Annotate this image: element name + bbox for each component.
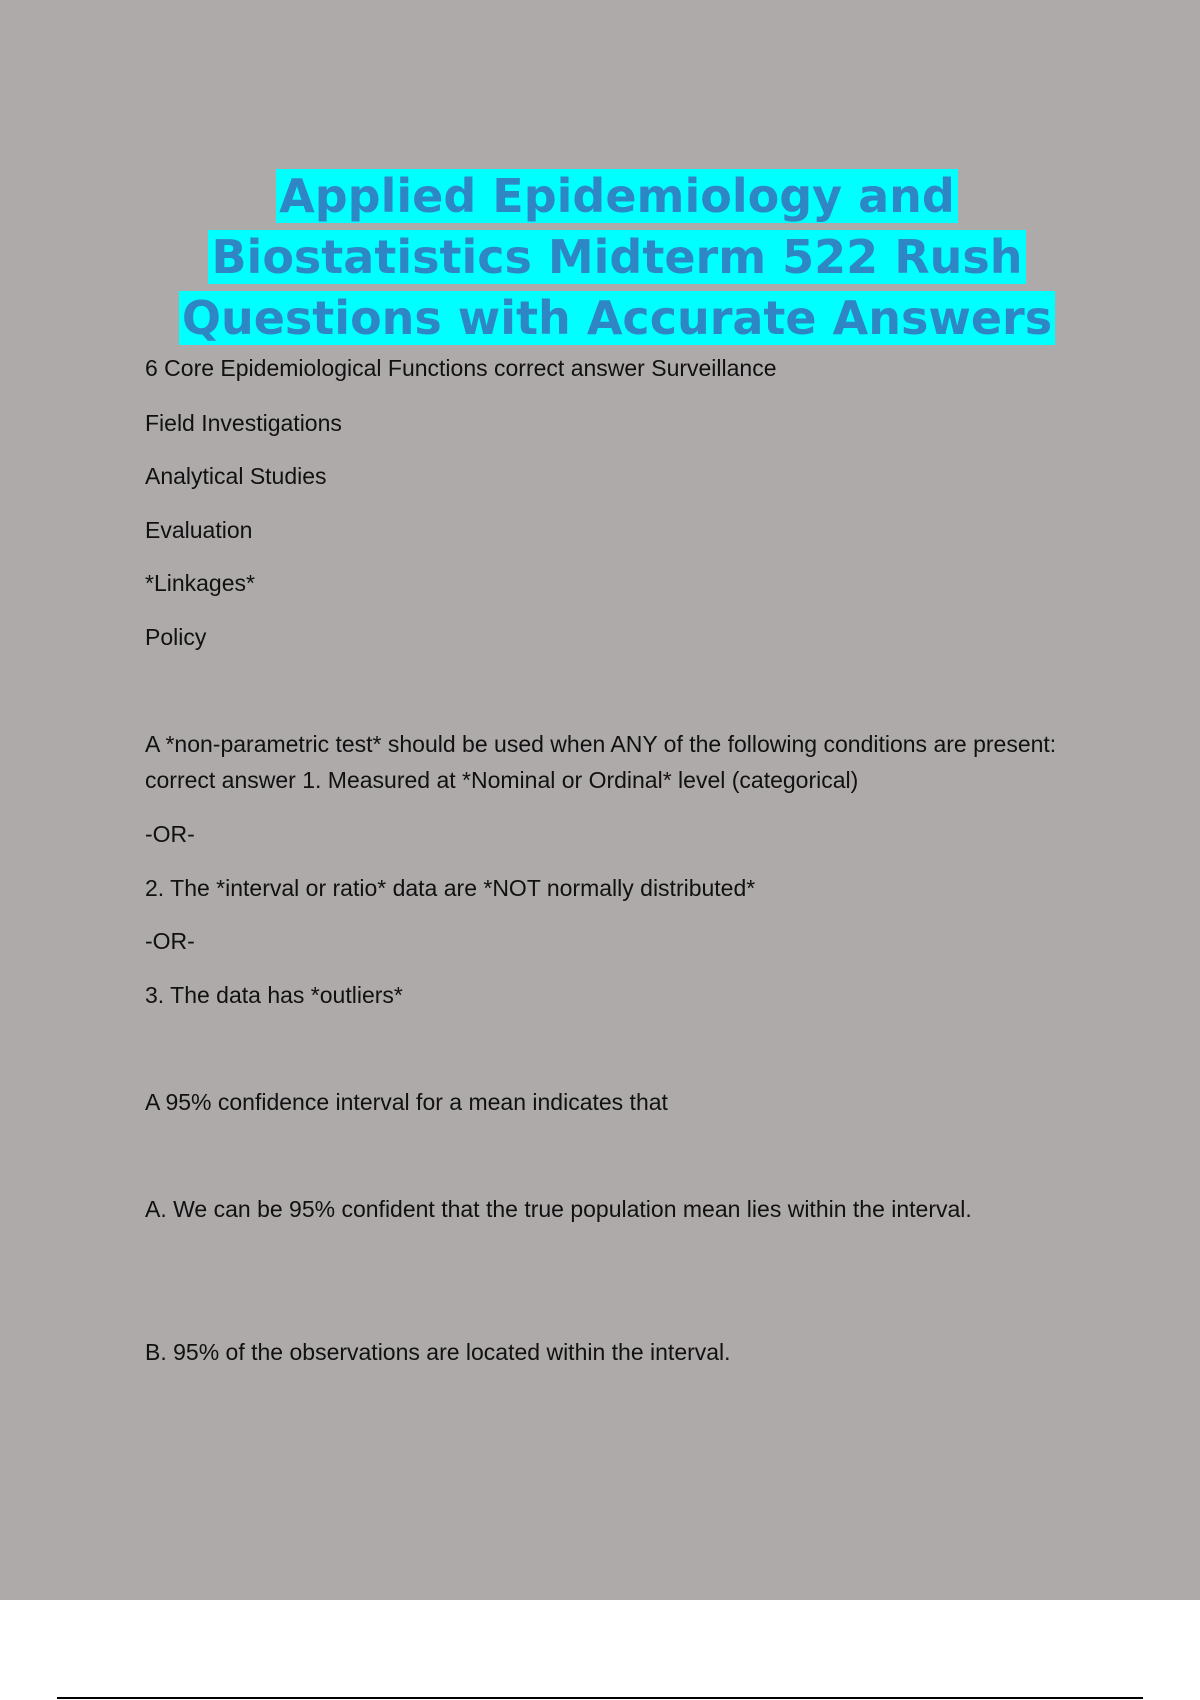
paragraph-option-b: B. 95% of the observations are located within the interval. bbox=[145, 1339, 731, 1365]
paragraph-answer-item: 3. The data has *outliers* bbox=[145, 982, 403, 1008]
paragraph-or-separator: -OR- bbox=[145, 928, 195, 954]
paragraph-question-1: 6 Core Epidemiological Functions correct answer Surveillance bbox=[145, 355, 777, 381]
paragraph-answer-item: Analytical Studies bbox=[145, 463, 327, 489]
footer-rule bbox=[57, 1697, 1143, 1699]
document-title-text: Applied Epidemiology and Biostatistics Midterm 522 Rush Questions with Accurate Answers bbox=[179, 169, 1055, 345]
paragraph-answer-item: Policy bbox=[145, 624, 207, 650]
paragraph-question-3: A 95% confidence interval for a mean indicates that bbox=[145, 1089, 668, 1115]
paragraph-question-2: A *non-parametric test* should be used when ANY of the following conditions are present: correct answer 1. Measured at *Nominal or Ordinal* level (categorical) bbox=[145, 731, 1057, 793]
paragraph-answer-item: 2. The *interval or ratio* data are *NOT normally distributed* bbox=[145, 875, 756, 901]
paragraph-answer-item: Field Investigations bbox=[145, 410, 342, 436]
paragraph-or-separator: -OR- bbox=[145, 821, 195, 847]
paragraph-answer-item: *Linkages* bbox=[145, 570, 255, 596]
document-title bbox=[120, 166, 1114, 349]
paragraph-answer-item: Evaluation bbox=[145, 517, 253, 543]
paragraph-option-a: A. We can be 95% confident that the true population mean lies within the interval. bbox=[145, 1196, 972, 1222]
